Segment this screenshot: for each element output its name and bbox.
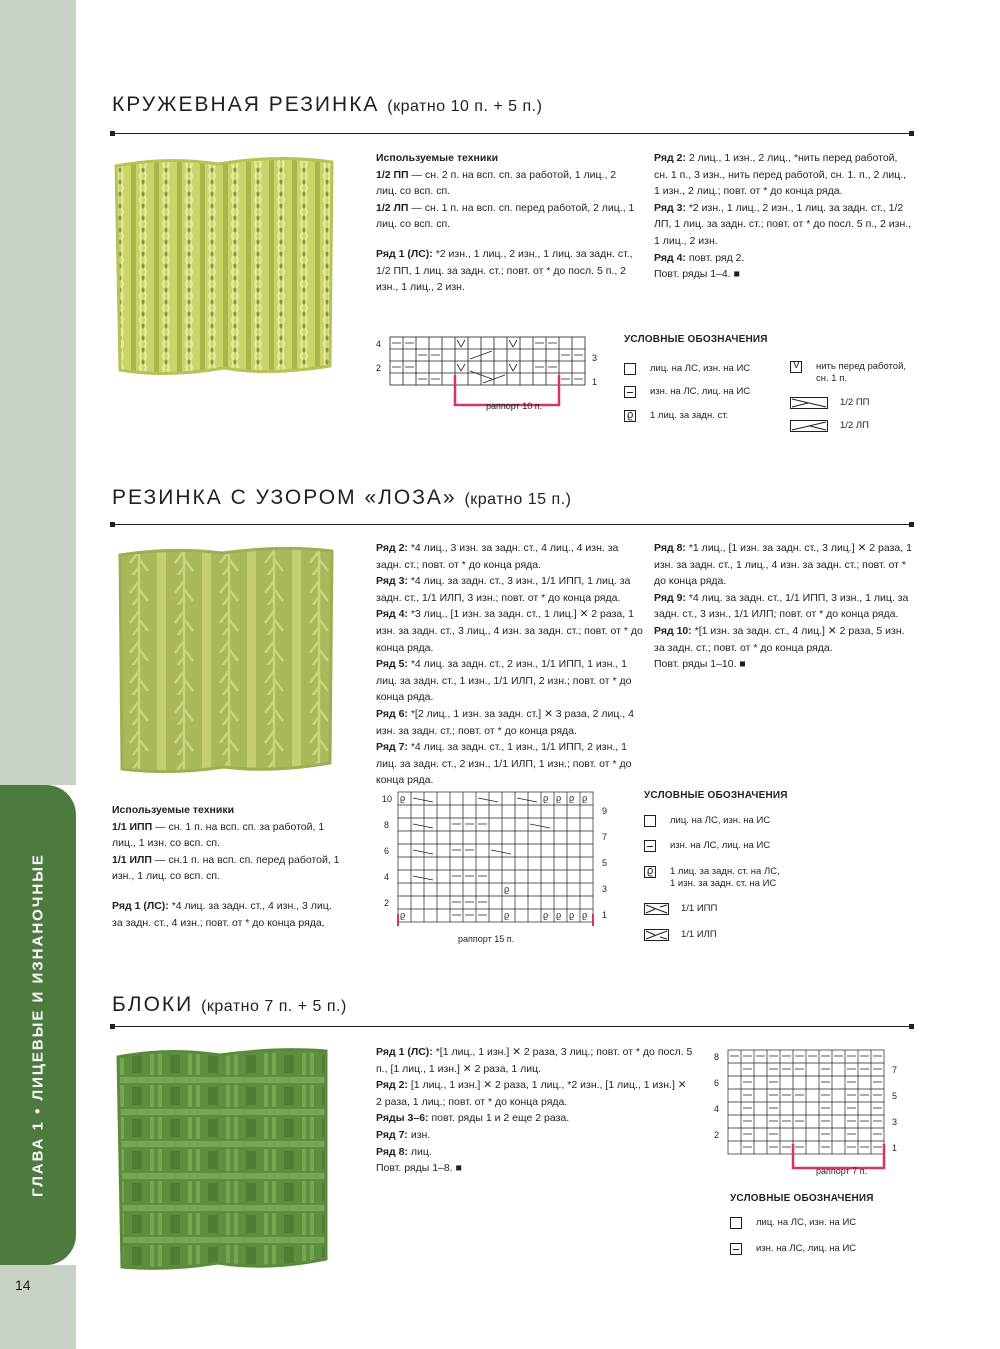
row-text: *[1 изн. за задн. ст., 4 лиц.] ✕ 2 раза, 5 изн. за задн. ст.; повт. от * до конца ряда. [654, 624, 905, 654]
technique-text: — сн. 2 п. на всп. сп. за работой, 1 лиц., 2 лиц. со всп. сп. [376, 168, 617, 198]
legend-item [624, 410, 728, 422]
legend-label: нить перед работой, сн. 1 п. [816, 361, 907, 384]
technique-name: 1/1 ИПП [112, 820, 153, 833]
svg-text:ϱ: ϱ [556, 911, 562, 921]
svg-text:ϱ: ϱ [569, 794, 575, 804]
svg-text:ϱ: ϱ [556, 794, 562, 804]
section-multiple: (кратно 7 п. + 5 п.) [201, 998, 347, 1015]
row-name: Ряд 10: [654, 624, 692, 637]
chapter-label: ГЛАВА 1 • ЛИЦЕВЫЕ И ИЗНАНОЧНЫЕ [29, 853, 47, 1197]
row-name: Ряд 2: [654, 152, 686, 164]
row-text: *4 лиц. за задн. ст., 4 изн., 3 лиц. за задн. ст., 4 изн.; повт. от * до конца ряда, [112, 899, 332, 929]
chart-row-number: 1 [592, 377, 598, 387]
legend-label: изн. на ЛС, лиц. на ИС [756, 1243, 857, 1254]
section-title [112, 486, 571, 510]
row-name: Ряд 8: [654, 542, 686, 554]
svg-text:ϱ: ϱ [569, 911, 575, 921]
legend-label: 1 лиц. за задн. ст. [650, 410, 729, 421]
row-name: Ряд 4: [654, 251, 686, 264]
sidebar-bottom [0, 1265, 76, 1349]
chart-row-number: 6 [384, 846, 390, 856]
legend-item [624, 386, 750, 398]
legend-item [790, 397, 870, 409]
row-name: Ряд 7: [376, 741, 408, 754]
techniques-heading: Используемые техники [112, 804, 235, 816]
legend-label: 1 изн. за задн. ст. на ИС [670, 878, 777, 889]
legend-label: лиц. на ЛС, изн. на ИС [756, 1217, 857, 1228]
legend-label: 1/2 ПП [840, 397, 870, 408]
row-name: Ряды 3–6: [376, 1112, 429, 1125]
repeat-note: Повт. ряды 1–8. ■ [376, 1162, 462, 1175]
chart-row-number: 7 [602, 832, 608, 842]
legend-heading: УСЛОВНЫЕ ОБОЗНАЧЕНИЯ [730, 1193, 874, 1204]
page-number: 14 [15, 1277, 31, 1293]
row-text: 2 лиц., 1 изн., 2 лиц., *нить перед работой, сн. 1 п., 3 изн., нить перед работой, сн. 1. п., 2 лиц., 1 изн., 2 лиц.; повт. от * до конца ряда. [654, 152, 907, 198]
chart-row-number: 8 [714, 1052, 720, 1062]
row-name: Ряд 8: [376, 1145, 408, 1158]
row-text: *[1 лиц., 1 изн.] ✕ 2 раза, 3 лиц.; повт. от * до посл. 5 п., [1 лиц., 1 изн.] ✕ 2 раза, 1 лиц. [376, 1046, 693, 1075]
technique-name: 1/2 ПП [376, 168, 409, 181]
row-text: *2 изн., 1 лиц., 2 изн., 1 лиц. за задн. ст., 1/2 ПП, 1 лиц. за задн. ст.; повт. от * до посл. 5 п., 2 изн., 1 лиц., 2 изн. [376, 247, 633, 294]
chart-row-number: 3 [592, 353, 598, 363]
chart-row-number: 8 [384, 820, 390, 830]
row-text: *4 лиц. за задн. ст., 3 изн., 1/1 ИПП, 1 лиц. за задн. ст., 1/1 ИЛП, 3 изн.; повт. от * до конца ряда. [376, 575, 631, 604]
chart-row-number: 4 [376, 339, 382, 349]
technique-name: 1/1 ИЛП [112, 853, 152, 866]
chart-row-number: 7 [892, 1065, 898, 1075]
section1-text-right [654, 150, 912, 283]
chart-row-number: 1 [602, 910, 608, 920]
vine-rib-swatch-photo [112, 545, 337, 777]
legend-label: 1/1 ИЛП [681, 929, 717, 940]
chart-repeat-label: раппорт 10 п. [486, 401, 543, 411]
repeat-note: Повт. ряды 1–4. ■ [654, 268, 740, 281]
sidebar-top [0, 0, 76, 785]
blocks-swatch-photo [108, 1045, 336, 1273]
section-title [112, 993, 347, 1017]
row-name: Ряд 5: [376, 658, 408, 671]
row-name: Ряд 6: [376, 707, 408, 720]
svg-text:ϱ: ϱ [543, 794, 549, 804]
legend-label: лиц. на ЛС, изн. на ИС [670, 815, 771, 826]
chart-row-number: 5 [892, 1091, 898, 1101]
techniques-heading: Используемые техники [376, 152, 499, 164]
row-text: лиц. [410, 1145, 432, 1158]
row-name: Ряд 2: [376, 542, 408, 554]
section1-text-left [376, 150, 636, 296]
row-name: Ряд 3: [654, 201, 686, 214]
row-text: *4 лиц. за задн. ст., 1 изн., 1/1 ИПП, 2 изн., 1 лиц. за задн. ст., 2 изн., 1/1 ИЛП, 1 изн.; повт. от * до конца ряда. [376, 741, 632, 787]
legend-heading: УСЛОВНЫЕ ОБОЗНАЧЕНИЯ [644, 790, 788, 801]
lace-rib-chart [370, 335, 610, 415]
section-rule [112, 524, 912, 525]
legend-item [644, 815, 770, 827]
row-name: Ряд 1 (ЛС): [376, 1046, 433, 1058]
svg-text:ϱ: ϱ [504, 885, 510, 895]
svg-text:ϱ: ϱ [400, 911, 406, 921]
row-name: Ряд 1 (ЛС): [376, 247, 433, 260]
chart-row-number: 2 [384, 898, 390, 908]
section-rule [112, 133, 912, 134]
cable-1-1-purl-left-icon [644, 929, 669, 941]
chart-row-number: 4 [714, 1104, 720, 1114]
svg-text:ϱ: ϱ [582, 911, 588, 921]
row-text: повт. ряды 1 и 2 еще 2 раза. [431, 1112, 570, 1125]
section-title-text: КРУЖЕВНАЯ РЕЗИНКА [112, 93, 380, 116]
legend-label: лиц. на ЛС, изн. на ИС [650, 363, 751, 374]
legend-item [790, 420, 869, 432]
row-name: Ряд 1 (ЛС): [112, 899, 169, 912]
cable-1-1-purl-right-icon [644, 903, 669, 915]
legend-label: 1 лиц. за задн. ст. на ЛС, [670, 866, 780, 877]
section2-legend [644, 790, 788, 811]
lace-rib-swatch-photo [108, 152, 340, 380]
svg-text:ϱ: ϱ [400, 794, 406, 804]
knit-tbl-symbol-icon [624, 410, 636, 422]
section2-text-middle [376, 540, 644, 789]
chart-row-number: 4 [384, 872, 390, 882]
svg-text:ϱ: ϱ [543, 911, 549, 921]
legend-item [644, 866, 780, 890]
section-title [112, 93, 542, 117]
legend-label: изн. на ЛС, лиц. на ИС [670, 840, 771, 851]
section-multiple: (кратно 10 п. + 5 п.) [387, 98, 543, 115]
chart-row-number: 2 [376, 363, 382, 373]
row-name: Ряд 7: [376, 1128, 408, 1141]
chart-row-number: 1 [892, 1143, 898, 1153]
purl-symbol-icon [730, 1243, 742, 1255]
section-title-text: БЛОКИ [112, 993, 194, 1016]
chart-row-number: 5 [602, 858, 608, 868]
technique-text: — сн. 1 п. на всп. сп. перед работой, 2 лиц., 1 лиц. со всп. сп. [376, 201, 635, 231]
row-name: Ряд 4: [376, 608, 408, 621]
knit-symbol-icon [644, 815, 656, 827]
section-title-text: РЕЗИНКА С УЗОРОМ «ЛОЗА» [112, 486, 457, 509]
chart-row-number: 3 [602, 884, 608, 894]
vine-rib-chart [378, 786, 628, 946]
purl-symbol-icon [644, 840, 656, 852]
chart-row-number: 6 [714, 1078, 720, 1088]
legend-item [730, 1217, 856, 1229]
row-name: Ряд 3: [376, 575, 408, 588]
chart-row-number: 2 [714, 1130, 720, 1140]
yarn-forward-slip-icon [790, 361, 802, 373]
chart-repeat-label: раппорт 7 п. [816, 1166, 868, 1176]
chart-row-number: 9 [602, 806, 608, 816]
svg-text:ϱ: ϱ [582, 794, 588, 804]
legend-item [644, 840, 770, 852]
technique-text: — сн.1 п. на всп. сп. перед работой, 1 изн., 1 лиц. со всп. сп. [112, 853, 340, 883]
section1-legend [624, 334, 768, 355]
legend-item [730, 1243, 856, 1255]
row-text: изн. [410, 1128, 431, 1141]
section-multiple: (кратно 15 п.) [464, 491, 572, 508]
row-text: *2 изн., 1 лиц., 2 изн., 1 лиц. за задн. ст., 1/2 ЛП, 1 лиц. за задн. ст.; повт. от * до посл. 5 п., 2 изн., 1 лиц., 2 изн. [654, 201, 912, 247]
legend-item [790, 361, 910, 385]
knit-symbol-icon [624, 363, 636, 375]
chart-repeat-label: раппорт 15 п. [458, 934, 515, 944]
section2-text-left [112, 802, 342, 931]
technique-text: — сн. 1 п. на всп. сп. за работой, 1 лиц., 1 изн. со всп. сп. [112, 820, 325, 850]
legend-heading: УСЛОВНЫЕ ОБОЗНАЧЕНИЯ [624, 334, 768, 345]
chart-row-number: 10 [382, 794, 393, 804]
section3-text [376, 1044, 694, 1177]
row-name: Ряд 9: [654, 591, 686, 604]
chart-row-number: 3 [892, 1117, 898, 1127]
legend-label: 1/2 ЛП [840, 420, 869, 431]
cable-1-2-right-icon [790, 397, 828, 409]
row-text: повт. ряд 2. [688, 251, 745, 264]
row-text: [1 лиц., 1 изн.] ✕ 2 раза, 1 лиц., *2 изн., [1 лиц., 1 изн.] ✕ 2 раза, 1 лиц.; повт. от * до конца ряда. [376, 1079, 687, 1108]
row-text: *[2 лиц., 1 изн. за задн. ст.] ✕ 3 раза, 2 лиц., 4 изн. за задн. ст.; повт. от * до конца ряда. [376, 707, 634, 737]
cable-1-2-left-icon [790, 420, 828, 432]
knit-symbol-icon [730, 1217, 742, 1229]
row-text: *3 лиц., [1 изн. за задн. ст., 1 лиц.] ✕ 2 раза, 1 изн. за задн. ст., 3 лиц., 4 изн. за задн. ст.; повт. от * до конца ряда. [376, 608, 643, 654]
repeat-note: Повт. ряды 1–10. ■ [654, 658, 746, 671]
section3-legend [730, 1193, 874, 1214]
row-name: Ряд 2: [376, 1079, 408, 1092]
svg-text:ϱ: ϱ [504, 911, 510, 921]
section2-text-right [654, 540, 912, 673]
row-text: *1 лиц., [1 изн. за задн. ст., 3 лиц.] ✕ 2 раза, 1 изн. за задн. ст., 1 лиц., 4 изн. за задн. ст.; повт. от * до конца ряда. [654, 542, 912, 588]
blocks-chart [706, 1046, 906, 1176]
legend-item [644, 903, 717, 915]
row-text: *4 лиц. за задн. ст., 1/1 ИПП, 3 изн., 1 лиц. за задн. ст., 3 изн., 1/1 ИЛП; повт. от * до конца ряда. [654, 591, 909, 621]
section-rule [112, 1026, 912, 1027]
legend-label: изн. на ЛС, лиц. на ИС [650, 386, 751, 397]
legend-label: 1/1 ИПП [681, 903, 718, 914]
row-text: *4 лиц. за задн. ст., 2 изн., 1/1 ИПП, 1 изн., 1 лиц. за задн. ст., 1 изн., 1/1 ИЛП, 2 изн.; повт. от * до конца ряда. [376, 658, 632, 704]
knit-tbl-symbol-icon [644, 866, 656, 878]
legend-item [624, 363, 750, 375]
purl-symbol-icon [624, 386, 636, 398]
legend-item [644, 929, 717, 941]
technique-name: 1/2 ЛП [376, 201, 409, 214]
row-text: *4 лиц., 3 изн. за задн. ст., 4 лиц., 4 изн. за задн. ст.; повт. от * до конца ряда. [376, 542, 619, 571]
